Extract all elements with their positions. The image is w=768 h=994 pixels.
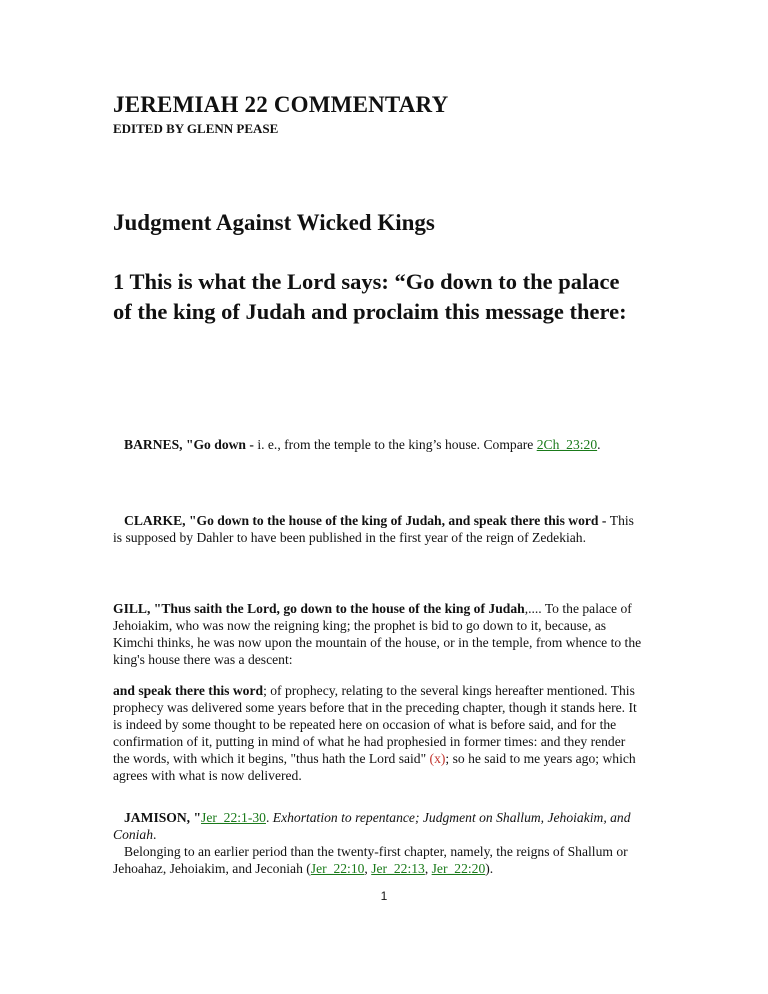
jamison-label: JAMISON, " — [124, 810, 202, 825]
jamison-sep: . — [265, 810, 273, 825]
jamison-end-2: ). — [485, 861, 494, 876]
jamison-ref-link[interactable]: Jer_22:1-30 — [201, 810, 266, 825]
document-title: JEREMIAH 22 COMMENTARY — [113, 92, 449, 117]
jamison-ref-link-1[interactable]: Jer_22:10 — [310, 861, 365, 876]
jamison-ref-link-2[interactable]: Jer_22:13 — [371, 861, 425, 876]
barnes-paragraph — [113, 436, 643, 453]
gill-label: GILL, "Thus saith the Lord, go down to the house of the king of Judah — [113, 601, 525, 616]
gill-text-3: ; so he said to me years ago; which agrees with what is now delivered. — [113, 751, 636, 783]
jamison-paragraph — [113, 809, 643, 843]
clarke-label: CLARKE, "Go down to the house of the king of Judah, and speak there this word - — [124, 513, 610, 528]
editor-line: EDITED BY GLENN PEASE — [113, 121, 279, 136]
section-heading: Judgment Against Wicked Kings — [113, 210, 435, 235]
barnes-label: BARNES, "Go down - — [124, 437, 258, 452]
gill-text-2: ; of prophecy, relating to the several kings hereafter mentioned. This prophecy was delivered some years before that in the preceding chapter, though it stands here. It is indeed by some thought to be repeated here on occasion of what is before said, and for the confirmation of it, putting in mind of what he had prophesied in former times: and they render the words, with which it begins, "thus hath the Lord said" — [113, 683, 637, 766]
gill-paragraph — [113, 600, 643, 668]
gill-paragraph-2 — [113, 682, 643, 784]
jamison-text-2: Belonging to an earlier period than the twenty-first chapter, namely, the reigns of Shallum or Jehoahaz, Jehoiakim, and Jeconiah ( — [113, 844, 628, 876]
jamison-end: . — [153, 827, 157, 842]
barnes-ref-link[interactable]: 2Ch_23:20 — [536, 437, 598, 452]
page-number: 1 — [380, 889, 388, 903]
gill-label-2: and speak there this word — [113, 683, 264, 698]
verse-text: 1 This is what the Lord says: “Go down to the palace of the king of Judah and proclaim this message there: — [113, 269, 627, 324]
barnes-end: . — [597, 437, 601, 452]
jamison-comma-1: , — [364, 861, 372, 876]
jamison-comma-2: , — [424, 861, 432, 876]
barnes-text: i. e., from the temple to the king’s house. Compare — [257, 437, 537, 452]
jamison-italic-summary: Exhortation to repentance; Judgment on Shallum, Jehoiakim, and Coniah — [113, 810, 631, 842]
clarke-text: This is supposed by Dahler to have been published in the first year of the reign of Zedekiah. — [113, 513, 634, 545]
gill-footnote-marker[interactable]: (x) — [429, 751, 446, 766]
jamison-ref-link-3[interactable]: Jer_22:20 — [431, 861, 486, 876]
gill-text: ,.... To the palace of Jehoiakim, who was now the reigning king; the prophet is bid to go down to it, because, as Kimchi thinks, he was now upon the mountain of the house, or in the temple, from whence to the king's house there was a descent: — [113, 601, 642, 667]
jamison-paragraph-2 — [113, 843, 643, 877]
clarke-paragraph — [113, 512, 643, 546]
